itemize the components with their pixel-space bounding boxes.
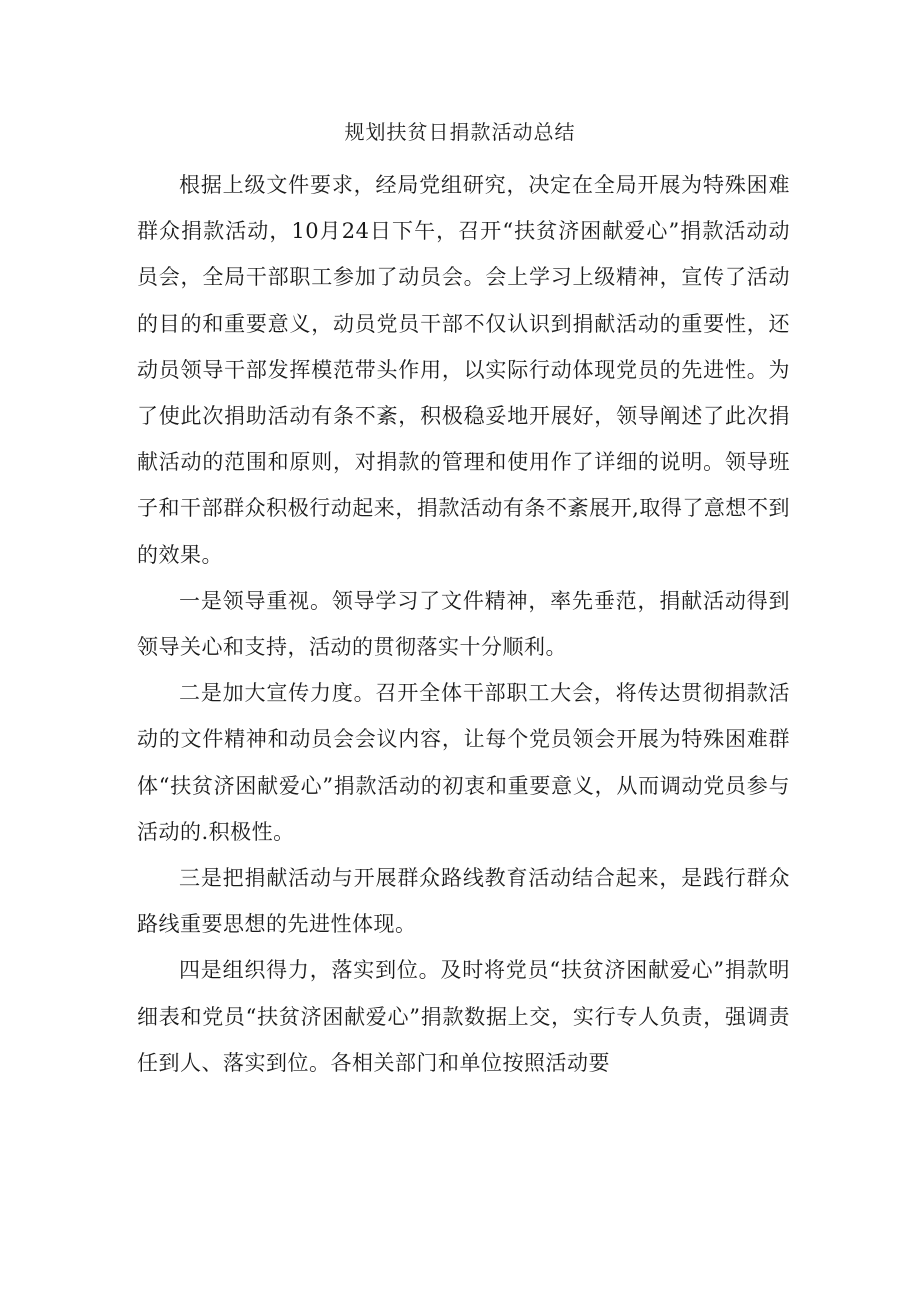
paragraph-point-3: 三是把捐献活动与开展群众路线教育活动结合起来，是践行群众路线重要思想的先进性体现。 (137, 866, 790, 937)
document-body (137, 162, 790, 1086)
paragraph-point-2: 二是加大宣传力度。召开全体干部职工大会，将传达贯彻捐款活动的文件精神和动员会会议内容，让每个党员领会开展为特殊困难群体“扶贫济困献爱心”捐款活动的初衷和重要意义，从而调动党员参与活动的.积极性。 (137, 681, 790, 844)
paragraph-point-4: 四是组织得力，落实到位。及时将党员“扶贫济困献爱心”捐款明细表和党员“扶贫济困献爱心”捐款数据上交，实行专人负责，强调责任到人、落实到位。各相关部门和单位按照活动要 (137, 958, 790, 1075)
paragraph-intro: 根据上级文件要求，经局党组研究，决定在全局开展为特殊困难群众捐款活动，10月24日下午，召开“扶贫济困献爱心”捐款活动动员会，全局干部职工参加了动员会。会上学习上级精神，宣传了活动的目的和重要意义，动员党员干部不仅认识到捐献活动的重要性，还动员领导干部发挥模范带头作用，以实际行动体现党员的先进性。为了使此次捐助活动有条不紊，积极稳妥地开展好，领导阐述了此次捐献活动的范围和原则，对捐款的管理和使用作了详细的说明。领导班子和干部群众积极行动起来，捐款活动有条不紊展开,取得了意想不到的效果。 (137, 173, 790, 567)
paragraph-point-1: 一是领导重视。领导学习了文件精神，率先垂范，捐献活动得到领导关心和支持，活动的贯彻落实十分顺利。 (137, 588, 790, 660)
document-title: 规划扶贫日捐款活动总结 (344, 120, 576, 144)
